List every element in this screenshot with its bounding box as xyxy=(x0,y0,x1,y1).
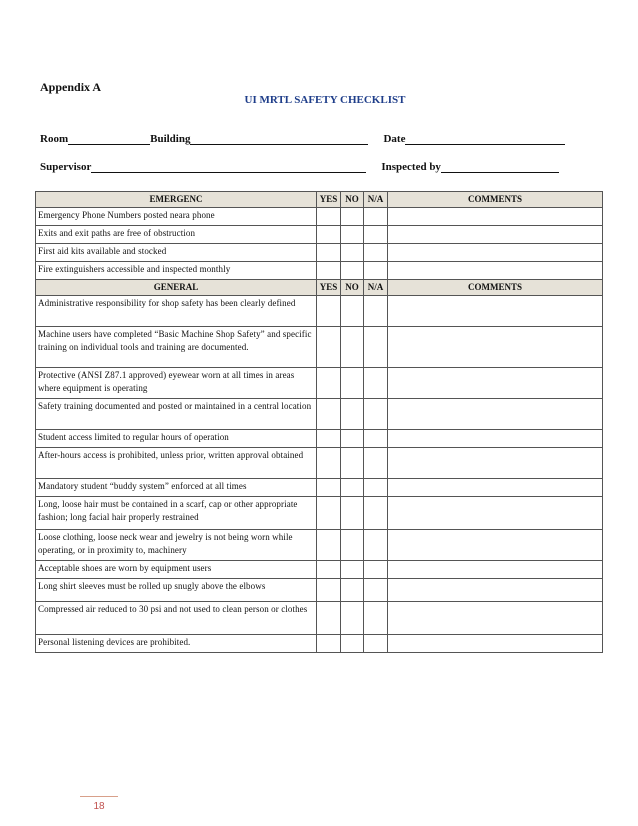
yes-cell[interactable] xyxy=(317,561,341,579)
yes-column-header: YES xyxy=(317,192,341,208)
general-section-header: GENERAL xyxy=(36,280,317,296)
comments-cell[interactable] xyxy=(388,635,603,653)
comments-cell[interactable] xyxy=(388,430,603,448)
inspected-by-label: Inspected by xyxy=(381,161,441,173)
yes-cell[interactable] xyxy=(317,399,341,430)
yes-cell[interactable] xyxy=(317,226,341,244)
no-cell[interactable] xyxy=(341,561,364,579)
na-cell[interactable] xyxy=(364,448,388,479)
checklist-row xyxy=(36,497,603,530)
checklist-item-text: Safety training documented and posted or maintained in a central location xyxy=(36,399,317,430)
checklist-row xyxy=(36,561,603,579)
na-cell[interactable] xyxy=(364,399,388,430)
yes-cell[interactable] xyxy=(317,497,341,530)
supervisor-label: Supervisor xyxy=(40,161,92,173)
na-column-header: N/A xyxy=(364,280,388,296)
na-cell[interactable] xyxy=(364,226,388,244)
yes-cell[interactable] xyxy=(317,579,341,602)
no-cell[interactable] xyxy=(341,497,364,530)
no-cell[interactable] xyxy=(341,602,364,635)
checklist-row xyxy=(36,448,603,479)
checklist-row xyxy=(36,226,603,244)
comments-cell[interactable] xyxy=(388,399,603,430)
na-cell[interactable] xyxy=(364,635,388,653)
comments-cell[interactable] xyxy=(388,479,603,497)
no-column-header: NO xyxy=(341,280,364,296)
yes-cell[interactable] xyxy=(317,262,341,280)
no-cell[interactable] xyxy=(341,448,364,479)
na-cell[interactable] xyxy=(364,208,388,226)
comments-cell[interactable] xyxy=(388,262,603,280)
room-building-date-row xyxy=(40,133,565,145)
general-header-row xyxy=(36,280,603,296)
comments-cell[interactable] xyxy=(388,244,603,262)
na-column-header: N/A xyxy=(364,192,388,208)
checklist-row xyxy=(36,479,603,497)
no-cell[interactable] xyxy=(341,368,364,399)
inspected-by-field[interactable] xyxy=(441,161,559,173)
yes-cell[interactable] xyxy=(317,244,341,262)
checklist-row xyxy=(36,602,603,635)
checklist-item-text: Fire extinguishers accessible and inspected monthly xyxy=(36,262,317,280)
na-cell[interactable] xyxy=(364,602,388,635)
checklist-row xyxy=(36,530,603,561)
na-cell[interactable] xyxy=(364,262,388,280)
room-label: Room xyxy=(40,133,69,145)
na-cell[interactable] xyxy=(364,368,388,399)
no-column-header: NO xyxy=(341,192,364,208)
comments-cell[interactable] xyxy=(388,327,603,368)
checklist-item-text: Student access limited to regular hours of operation xyxy=(36,430,317,448)
room-field[interactable] xyxy=(68,133,150,145)
checklist-item-text: Loose clothing, loose neck wear and jewelry is not being worn while operating, or in proximity to, machinery xyxy=(36,530,317,561)
checklist-row xyxy=(36,399,603,430)
checklist-item-text: After-hours access is prohibited, unless prior, written approval obtained xyxy=(36,448,317,479)
na-cell[interactable] xyxy=(364,497,388,530)
supervisor-inspector-row xyxy=(40,161,559,173)
safety-checklist-table xyxy=(35,191,603,653)
checklist-item-text: Acceptable shoes are worn by equipment users xyxy=(36,561,317,579)
checklist-row xyxy=(36,208,603,226)
yes-cell[interactable] xyxy=(317,448,341,479)
checklist-row xyxy=(36,635,603,653)
comments-cell[interactable] xyxy=(388,602,603,635)
checklist-item-text: Compressed air reduced to 30 psi and not used to clean person or clothes xyxy=(36,602,317,635)
checklist-item-text: Exits and exit paths are free of obstruction xyxy=(36,226,317,244)
comments-cell[interactable] xyxy=(388,296,603,327)
no-cell[interactable] xyxy=(341,226,364,244)
yes-cell[interactable] xyxy=(317,530,341,561)
checklist-row xyxy=(36,368,603,399)
no-cell[interactable] xyxy=(341,530,364,561)
comments-column-header: COMMENTS xyxy=(388,192,603,208)
checklist-item-text: Personal listening devices are prohibited. xyxy=(36,635,317,653)
checklist-item-text: Mandatory student “buddy system” enforced at all times xyxy=(36,479,317,497)
comments-cell[interactable] xyxy=(388,448,603,479)
checklist-item-text: Emergency Phone Numbers posted neara phone xyxy=(36,208,317,226)
yes-cell[interactable] xyxy=(317,635,341,653)
comments-column-header: COMMENTS xyxy=(388,280,603,296)
na-cell[interactable] xyxy=(364,296,388,327)
yes-cell[interactable] xyxy=(317,296,341,327)
comments-cell[interactable] xyxy=(388,579,603,602)
no-cell[interactable] xyxy=(341,635,364,653)
no-cell[interactable] xyxy=(341,479,364,497)
comments-cell[interactable] xyxy=(388,368,603,399)
comments-cell[interactable] xyxy=(388,497,603,530)
yes-cell[interactable] xyxy=(317,479,341,497)
no-cell[interactable] xyxy=(341,296,364,327)
yes-cell[interactable] xyxy=(317,368,341,399)
yes-column-header: YES xyxy=(317,280,341,296)
no-cell[interactable] xyxy=(341,262,364,280)
na-cell[interactable] xyxy=(364,530,388,561)
comments-cell[interactable] xyxy=(388,530,603,561)
building-label: Building xyxy=(150,133,191,145)
no-cell[interactable] xyxy=(341,579,364,602)
checklist-item-text: Administrative responsibility for shop safety has been clearly defined xyxy=(36,296,317,327)
checklist-item-text: First aid kits available and stocked xyxy=(36,244,317,262)
na-cell[interactable] xyxy=(364,579,388,602)
no-cell[interactable] xyxy=(341,399,364,430)
checklist-item-text: Protective (ANSI Z87.1 approved) eyewear worn at all times in areas where equipment is operating xyxy=(36,368,317,399)
checklist-row xyxy=(36,579,603,602)
comments-cell[interactable] xyxy=(388,226,603,244)
checklist-item-text: Machine users have completed “Basic Machine Shop Safety” and specific training on individual tools and training are documented. xyxy=(36,327,317,368)
na-cell[interactable] xyxy=(364,430,388,448)
building-field[interactable] xyxy=(190,133,368,145)
no-cell[interactable] xyxy=(341,327,364,368)
checklist-item-text: Long shirt sleeves must be rolled up snugly above the elbows xyxy=(36,579,317,602)
yes-cell[interactable] xyxy=(317,208,341,226)
comments-cell[interactable] xyxy=(388,561,603,579)
date-field[interactable] xyxy=(405,133,565,145)
appendix-label: Appendix A xyxy=(40,80,102,94)
no-cell[interactable] xyxy=(341,208,364,226)
yes-cell[interactable] xyxy=(317,327,341,368)
checklist-row xyxy=(36,327,603,368)
na-cell[interactable] xyxy=(364,479,388,497)
yes-cell[interactable] xyxy=(317,430,341,448)
page-title: UI MRTL SAFETY CHECKLIST xyxy=(244,94,406,106)
page-number: 18 xyxy=(80,796,118,812)
checklist-row xyxy=(36,430,603,448)
date-label: Date xyxy=(383,133,406,145)
emergency-header-row xyxy=(36,192,603,208)
na-cell[interactable] xyxy=(364,327,388,368)
na-cell[interactable] xyxy=(364,244,388,262)
na-cell[interactable] xyxy=(364,561,388,579)
yes-cell[interactable] xyxy=(317,602,341,635)
checklist-row xyxy=(36,244,603,262)
supervisor-field[interactable] xyxy=(91,161,366,173)
no-cell[interactable] xyxy=(341,430,364,448)
checklist-row xyxy=(36,262,603,280)
comments-cell[interactable] xyxy=(388,208,603,226)
checklist-row xyxy=(36,296,603,327)
emergency-section-header: EMERGENC xyxy=(36,192,317,208)
no-cell[interactable] xyxy=(341,244,364,262)
checklist-item-text: Long, loose hair must be contained in a scarf, cap or other appropriate fashion; long facial hair properly restrained xyxy=(36,497,317,530)
